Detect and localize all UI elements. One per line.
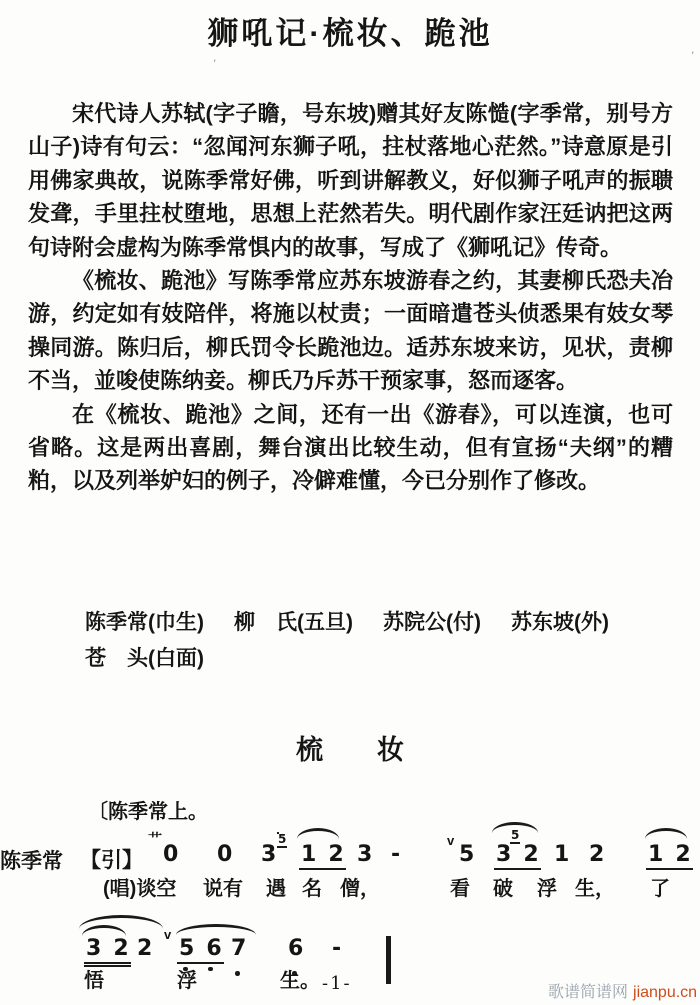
intro-paragraph-2: 《梳妆、跪池》写陈季常应苏东坡游春之约，其妻柳氏恐夫冶游，约定如有妓陪伴，将施以杖责；一面暗遣苍头侦悉果有妓女琴操同游。陈归后，柳氏罚令长跪池边。适苏东坡来访，见状，责柳不当，並唆使陈纳妾。柳氏乃斥苏干预家事，怒而逐客。: [28, 268, 673, 394]
note: 1: [301, 842, 317, 867]
note: 2: [328, 842, 344, 867]
intro-paragraph-1: 宋代诗人苏轼(字子瞻，号东坡)赠其好友陈慥(字季常，别号方山子)诗有句云：“忽闻河东狮子吼，拄杖落地心茫然。”诗意原是引用佛家典故，说陈季常好佛，听到讲解教义，好似狮子吼声的振聩发聋，手里拄杖堕地，思想上茫然若失。明代剧作家汪廷讷把这两句诗附会虚构为陈季常惧内的故事，写成了《狮吼记》传奇。: [28, 101, 673, 260]
page-title: 狮吼记·梳妆、跪池: [207, 16, 493, 51]
introduction: [28, 97, 673, 498]
beamed-note-group: [494, 842, 541, 870]
cast-member: 苏东坡(外): [511, 611, 609, 634]
note: 3: [496, 842, 512, 867]
lyric: 浮: [537, 878, 557, 900]
cast-member: 苏院公(付): [383, 611, 481, 634]
note: 7: [231, 936, 247, 961]
beamed-note-group: [177, 936, 224, 964]
note-dash: -: [391, 842, 401, 867]
lyric: 破: [493, 878, 513, 900]
note: 2: [137, 936, 153, 961]
lyric: (唱)谈空: [103, 878, 177, 900]
lyric: 名: [302, 878, 322, 900]
stage-direction: 〔陈季常上。: [88, 801, 208, 823]
cast-list-row-2: [85, 642, 204, 672]
cast-member: 柳 氏(五旦): [234, 611, 353, 634]
note: 0: [217, 842, 233, 867]
note: 3: [357, 842, 373, 867]
lyric: 遇: [266, 878, 286, 900]
beamed-note-group: [646, 842, 693, 870]
breath-mark-icon: v: [447, 833, 455, 848]
lyric: 看: [450, 878, 470, 900]
lyric: 僧，: [340, 878, 380, 900]
cast-list-row-1: [85, 606, 609, 636]
scan-artifact: ': [691, 50, 694, 62]
note: 5: [179, 936, 195, 961]
lyric: 浮: [177, 970, 197, 992]
scene-title: 梳 妆: [296, 735, 404, 765]
grace-note: 5: [511, 828, 520, 842]
beamed-note-group: [299, 842, 346, 870]
note: 3: [261, 842, 277, 867]
slur: [176, 924, 256, 935]
note: 3: [86, 936, 102, 961]
lyric: 生，: [575, 878, 615, 900]
watermark-site-url: jianpu.cn: [633, 984, 698, 1001]
note: 2: [523, 842, 539, 867]
note: 0: [163, 842, 179, 867]
watermark-site-name: 歌谱简谱网: [548, 984, 629, 1001]
intro-paragraph-3: 在《梳妆、跪池》之间，还有一出《游春》，可以连演，也可省略。这是两出喜剧，舞台演出比较生动，但有宣扬“夫纲”的糟粕，以及列举妒妇的例子，冷僻难懂，今已分别作了修改。: [28, 401, 673, 494]
note: 2: [589, 842, 605, 867]
breath-mark-icon: v: [164, 927, 172, 942]
lyric: 悟: [84, 970, 104, 992]
tune-name-label: 【引】: [80, 849, 143, 872]
note: 6: [288, 936, 304, 961]
grace-note: 5: [278, 832, 287, 846]
beamed-note-group: [84, 936, 131, 964]
cast-member: 陈季常(巾生): [85, 611, 204, 634]
note: 6: [206, 936, 222, 961]
low-octave-dot: [235, 971, 240, 976]
singer-label: 陈季常: [0, 850, 63, 873]
scan-artifact: ': [213, 58, 216, 70]
page-number: -1-: [322, 973, 352, 994]
note: 2: [675, 842, 691, 867]
cast-member: 苍 头(白面): [85, 647, 204, 670]
lyric: 生。: [280, 970, 320, 992]
ornament-icon: 艹: [148, 831, 162, 847]
lyric: 了: [650, 878, 670, 900]
note-dash: -: [332, 936, 342, 961]
slur: [297, 828, 339, 839]
note: 1: [648, 842, 664, 867]
lyric: 说有: [203, 878, 243, 900]
final-barline: [386, 936, 391, 984]
watermark: [548, 979, 697, 1002]
note: 2: [113, 936, 129, 961]
slur: [645, 828, 687, 839]
note: 5: [459, 842, 475, 867]
low-octave-dot: [208, 967, 213, 972]
note: 1: [554, 842, 570, 867]
